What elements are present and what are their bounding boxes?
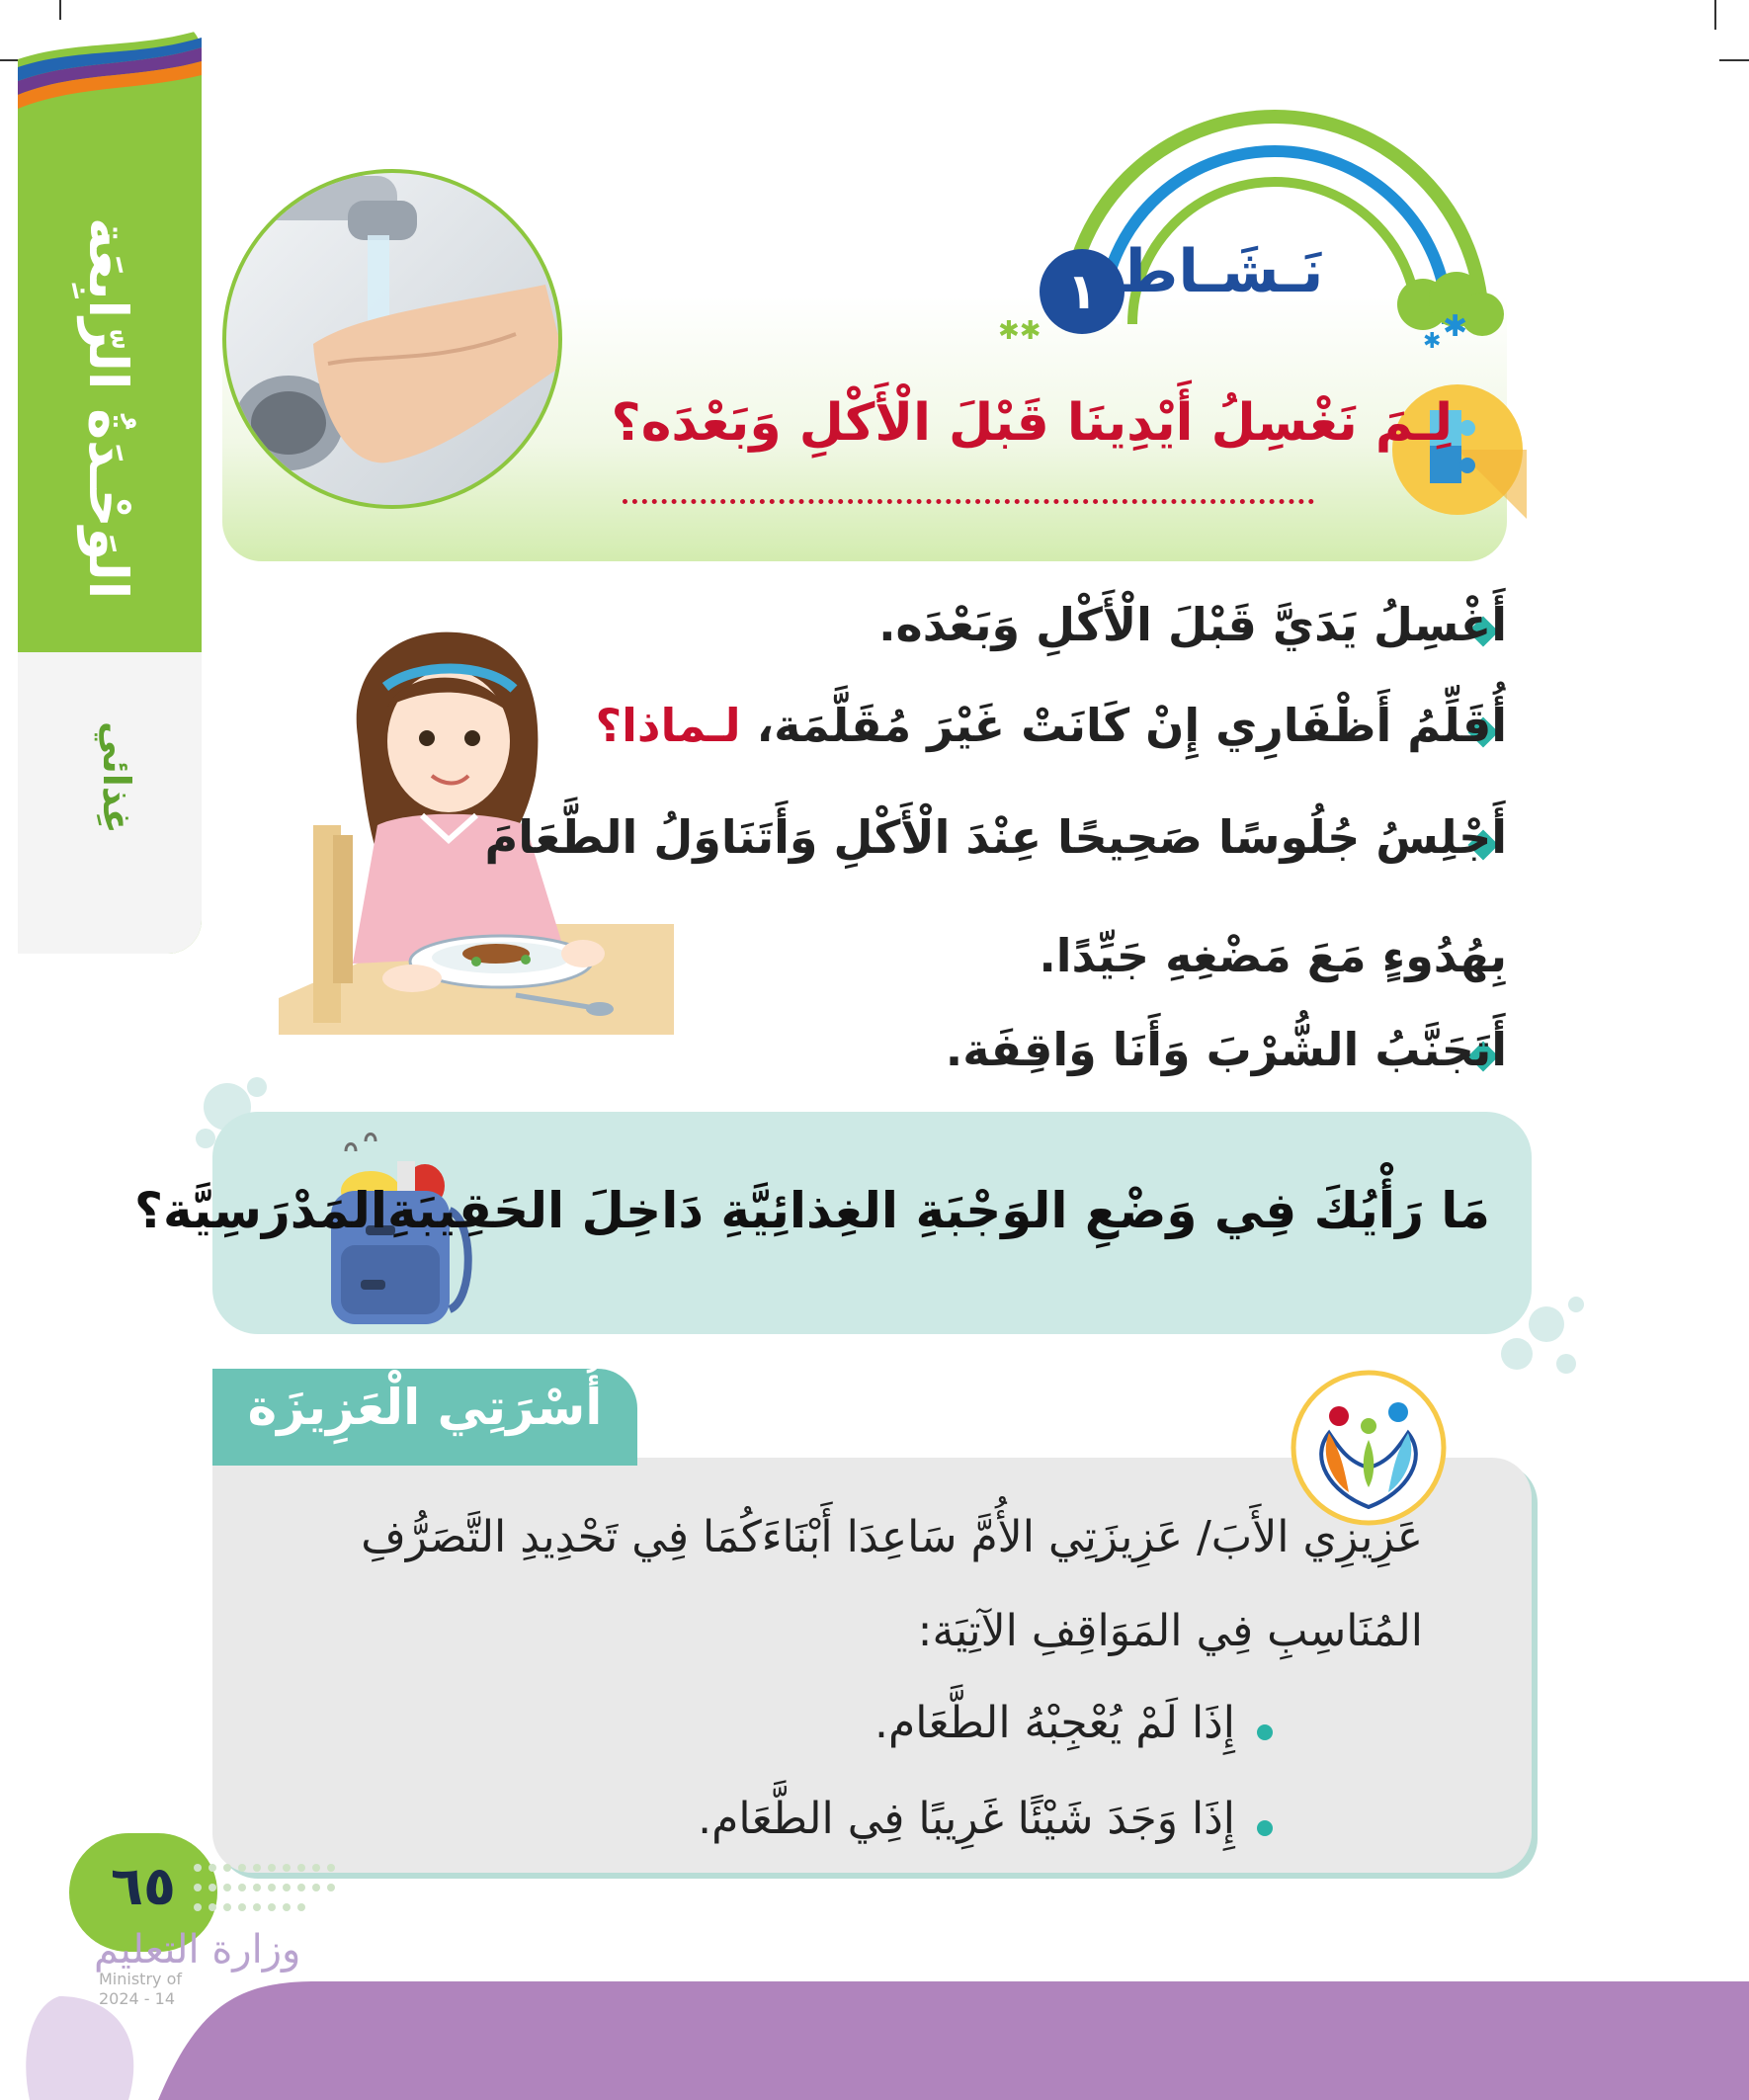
svg-text:✱: ✱: [1423, 329, 1442, 354]
tip-4: أَتَجَنَّبُ الشُّرْبَ وَأَنَا وَاقِفَة.: [945, 1023, 1507, 1076]
unit-subtitle: غِذائي: [95, 721, 138, 834]
tip-3-continued: بِهُدُوءٍ مَعَ مَضْغِهِ جَيِّدًا.: [1039, 929, 1507, 982]
ministry-year: 2024 - 14: [99, 1989, 176, 2008]
ministry-dots-logo: [188, 1858, 356, 1927]
svg-text:✱: ✱: [1443, 309, 1468, 344]
tip-2: [595, 699, 1507, 752]
activity-question: لِـمَ نَغْسِلُ أَيْدِينَا قَبْلَ الْأَكْلِ وَبَعْدَه؟: [611, 393, 1453, 453]
activity-title: نَـشَـاط: [1117, 237, 1324, 306]
flower-icon: ✱✱: [998, 316, 1041, 346]
family-icon: [1290, 1369, 1448, 1527]
family-item-2: إِذَا وَجَدَ شَيْئًا غَرِيبًا فِي الطَّعَام.: [698, 1794, 1235, 1844]
ministry-name-en: Ministry of: [99, 1970, 182, 1988]
family-intro-line-1: عَزِيزِي الأَبَ/ عَزِيزَتِي الأُمَّ سَاعِدَا أَبْنَاءَكُمَا فِي تَحْدِيدِ التَّصَرُّفِ: [361, 1512, 1423, 1562]
page-number: ٦٥: [111, 1855, 176, 1917]
tip-1: أَغْسِلُ يَدَيَّ قَبْلَ الْأَكْلِ وَبَعْدَه.: [878, 598, 1507, 651]
family-item-1: إِذَا لَمْ يُعْجِبْهُ الطَّعَام.: [874, 1698, 1235, 1748]
bullet-dot-icon: [1257, 1820, 1273, 1836]
tip-2-why: لـماذا؟: [595, 699, 741, 752]
unit-side-tab: [18, 20, 202, 954]
tab-stripes: [18, 20, 202, 109]
family-intro-line-2: المُنَاسِبِ فِي المَوَاقِفِ الآتِيَة:: [917, 1606, 1423, 1656]
tip-3: أَجْلِسُ جُلُوسًا صَحِيحًا عِنْدَ الْأَكْلِ وَأَتَنَاوَلُ الطَّعَامَ: [484, 810, 1507, 864]
ministry-name: وزارة التعليم: [94, 1927, 301, 1973]
activity-number-badge: ١: [1040, 249, 1124, 334]
bullet-dot-icon: [1257, 1724, 1273, 1740]
family-title: أُسْرَتِي الْعَزِيزَة: [247, 1379, 603, 1436]
hand-washing-photo: [219, 166, 565, 512]
unit-title: الوَحْـدَةُ الرّابِعَة: [77, 217, 139, 600]
tip-2-text: أُقَلِّمُ أَظْفَارِي إِنْ كَانَتْ غَيْرَ مُقَلَّمَة،: [756, 699, 1507, 752]
answer-dotted-line[interactable]: [623, 499, 1314, 504]
school-bag-question: مَا رَأْيُكَ فِي وَضْعِ الوَجْبَةِ الغِذائِيَّةِ دَاخِلَ الحَقِيبَةِالمَدْرَسِيَّة؟: [134, 1182, 1490, 1239]
